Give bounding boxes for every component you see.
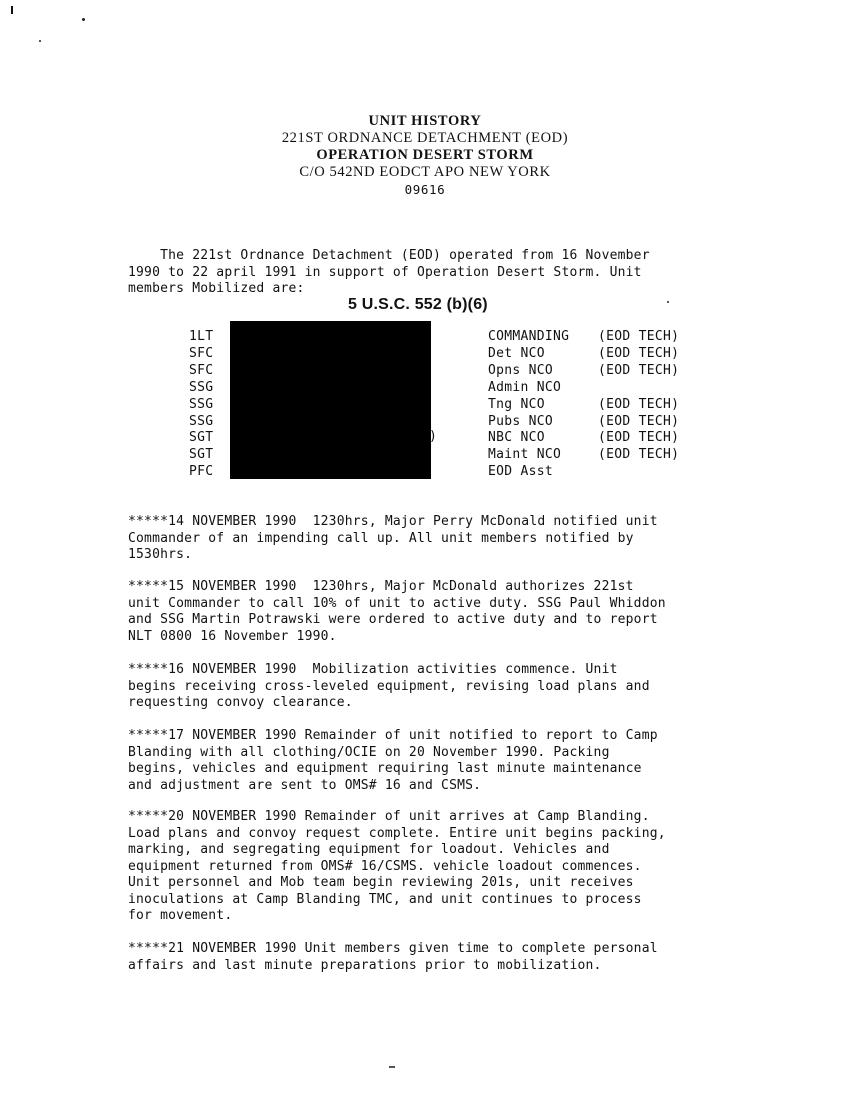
roster-row xyxy=(0,464,850,480)
entry-line: for movement. xyxy=(128,908,233,923)
roster-row xyxy=(0,414,850,430)
entry-line: *****14 NOVEMBER 1990 1230hrs, Major Perry McDonald notified unit xyxy=(128,514,658,529)
entry-line: *****20 NOVEMBER 1990 Remainder of unit arrives at Camp Blanding. xyxy=(128,809,650,824)
roster-duty: EOD Asst xyxy=(488,464,554,479)
log-entry xyxy=(128,514,778,564)
roster-specialty: (EOD TECH) xyxy=(598,430,680,445)
entry-line: Commander of an impending call up. All unit members notified by xyxy=(128,530,634,546)
scan-speck xyxy=(82,18,85,21)
roster-rank: 1LT xyxy=(189,329,214,344)
roster-specialty: (EOD TECH) xyxy=(598,363,680,378)
intro-line: members Mobilized are: xyxy=(128,281,305,296)
roster-row xyxy=(0,447,850,463)
roster-row xyxy=(0,329,850,345)
scan-mark xyxy=(389,1066,395,1068)
scan-speck xyxy=(667,301,669,303)
document-header xyxy=(0,113,850,198)
roster-rank: SSG xyxy=(189,414,214,429)
entry-line: 1530hrs. xyxy=(128,547,193,562)
entry-line: *****17 NOVEMBER 1990 Remainder of unit notified to report to Camp xyxy=(128,728,658,743)
roster-specialty: (EOD TECH) xyxy=(598,346,680,361)
header-title: UNIT HISTORY xyxy=(368,113,482,129)
intro-line: The 221st Ordnance Detachment (EOD) operated from 16 November xyxy=(128,248,650,263)
entry-line: marking, and segregating equipment for loadout. Vehicles and xyxy=(128,842,610,857)
roster-specialty: (EOD TECH) xyxy=(598,329,680,344)
roster-row xyxy=(0,346,850,362)
header-zip: 09616 xyxy=(404,182,446,197)
entry-line: begins, vehicles and equipment requiring last minute maintenance xyxy=(128,761,642,776)
roster-rank: PFC xyxy=(189,464,214,479)
log-entry xyxy=(128,728,778,794)
roster-row xyxy=(0,430,850,446)
log-entry xyxy=(128,579,778,645)
entry-line: affairs and last minute preparations prior to mobilization. xyxy=(128,957,602,973)
roster-duty: NBC NCO xyxy=(488,430,545,445)
header-address: C/O 542ND EODCT APO NEW YORK xyxy=(299,164,551,180)
entry-line: *****21 NOVEMBER 1990 Unit members given time to complete personal xyxy=(128,941,658,956)
foia-exemption-label: 5 U.S.C. 552 (b)(6) xyxy=(348,296,488,313)
roster-row xyxy=(0,380,850,396)
roster-row xyxy=(0,397,850,413)
roster-row xyxy=(0,363,850,379)
entry-line: requesting convoy clearance. xyxy=(128,695,353,710)
header-operation: OPERATION DESERT STORM xyxy=(316,147,534,163)
entry-line: begins receiving cross-leveled equipment, revising load plans and xyxy=(128,678,650,694)
entry-line: *****15 NOVEMBER 1990 1230hrs, Major McDonald authorizes 221st xyxy=(128,579,634,594)
entry-line: Load plans and convoy request complete. Entire unit begins packing, xyxy=(128,825,666,841)
roster-duty: COMMANDING xyxy=(488,329,570,344)
entry-line: and SSG Martin Potrawski were ordered to active duty and to report xyxy=(128,612,658,627)
redaction-residue: ) xyxy=(429,429,437,444)
intro-line: 1990 to 22 april 1991 in support of Operation Desert Storm. Unit xyxy=(128,264,642,280)
entry-line: Unit personnel and Mob team begin reviewing 201s, unit receives xyxy=(128,875,634,890)
roster-rank: SGT xyxy=(189,430,214,445)
roster-duty: Tng NCO xyxy=(488,397,545,412)
roster-rank: SSG xyxy=(189,380,214,395)
log-entry xyxy=(128,941,778,974)
entry-line: NLT 0800 16 November 1990. xyxy=(128,628,337,644)
log-entry xyxy=(128,662,778,712)
entry-line: and adjustment are sent to OMS# 16 and CSMS. xyxy=(128,777,482,793)
intro-paragraph xyxy=(128,248,778,298)
roster-specialty: (EOD TECH) xyxy=(598,414,680,429)
roster-rank: SGT xyxy=(189,447,214,462)
roster-specialty: (EOD TECH) xyxy=(598,447,680,462)
log-entry xyxy=(128,809,778,925)
entry-line: *****16 NOVEMBER 1990 Mobilization activities commence. Unit xyxy=(128,662,618,677)
entry-line: unit Commander to call 10% of unit to active duty. SSG Paul Whiddon xyxy=(128,595,666,611)
roster-duty: Opns NCO xyxy=(488,363,554,378)
roster-specialty: (EOD TECH) xyxy=(598,397,680,412)
scan-mark xyxy=(11,6,13,14)
header-unit: 221ST ORDNANCE DETACHMENT (EOD) xyxy=(281,130,569,146)
roster-rank: SFC xyxy=(189,346,214,361)
entry-line: Blanding with all clothing/OCIE on 20 November 1990. Packing xyxy=(128,744,610,760)
roster-duty: Admin NCO xyxy=(488,380,562,395)
roster-rank: SFC xyxy=(189,363,214,378)
roster-rank: SSG xyxy=(189,397,214,412)
scan-speck xyxy=(39,40,41,42)
entry-line: inoculations at Camp Blanding TMC, and unit continues to process xyxy=(128,891,642,907)
roster-duty: Det NCO xyxy=(488,346,545,361)
roster-duty: Maint NCO xyxy=(488,447,562,462)
entry-line: equipment returned from OMS# 16/CSMS. vehicle loadout commences. xyxy=(128,858,642,874)
roster-duty: Pubs NCO xyxy=(488,414,554,429)
